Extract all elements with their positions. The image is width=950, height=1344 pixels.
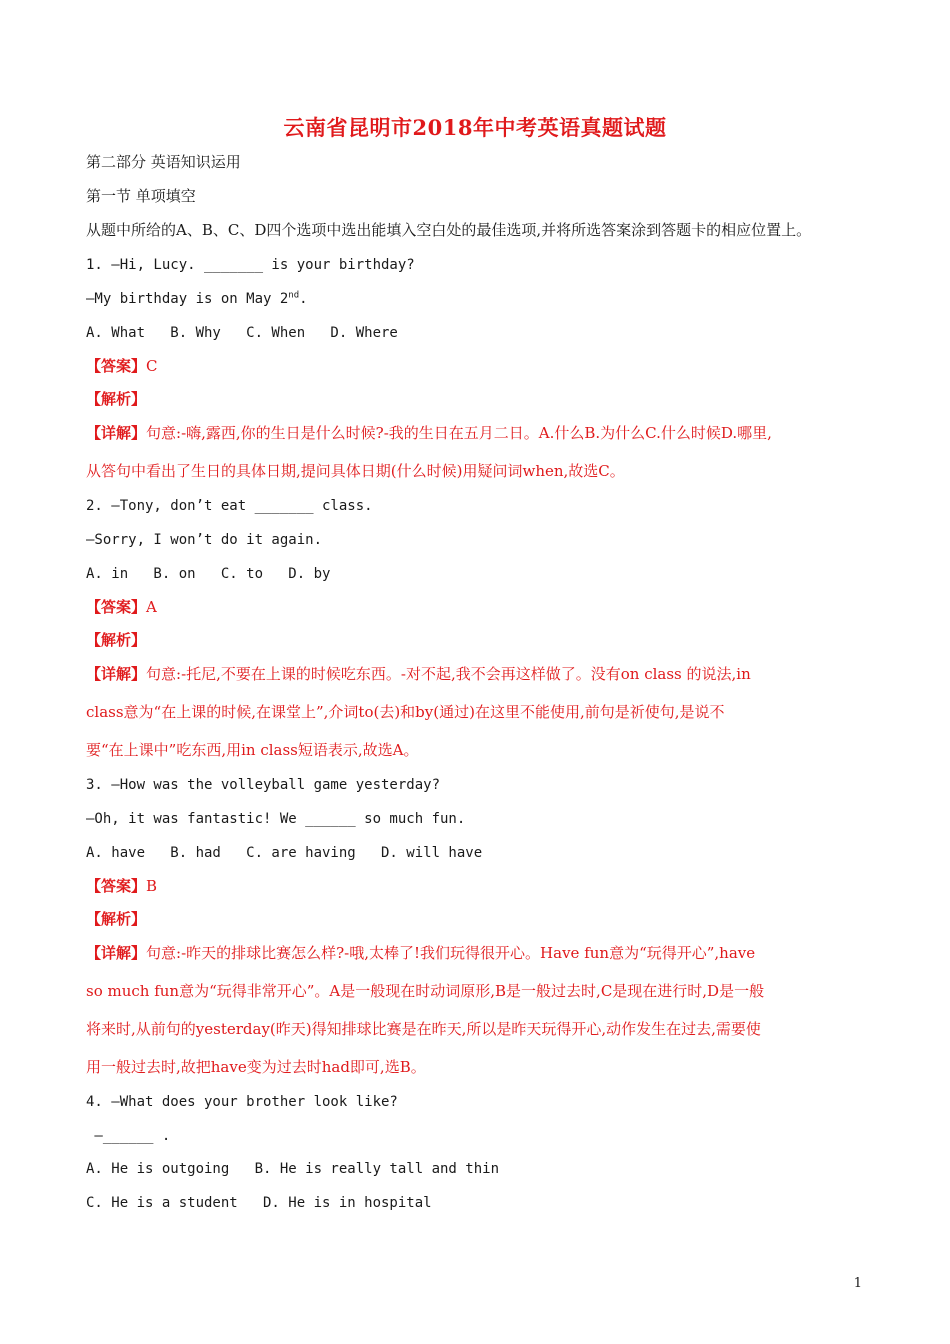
q4-options-2: C. He is a student D. He is in hospital: [86, 1195, 432, 1211]
q1-detail-1: 【详解】句意:-嗨,露西,你的生日是什么时候?-我的生日在五月二日。A.什么B.为什么C.什么时候D.哪里,: [86, 424, 772, 442]
q2-analysis-tag: 【解析】: [86, 631, 147, 649]
q2-response: —Sorry, I won’t do it again.: [86, 532, 323, 548]
q2-answer: 【答案】A: [86, 598, 157, 616]
q3-options: A. have B. had C. are having D. will have: [86, 845, 483, 861]
q2-options: A. in B. on C. to D. by: [86, 566, 331, 582]
q3-detail-2: so much fun意为“玩得非常开心”。A是一般现在时动词原形,B是一般过去时,C是现在进行时,D是一般: [86, 982, 765, 1000]
page-number: 1: [853, 1276, 862, 1291]
q1-detail-2: 从答句中看出了生日的具体日期,提问具体日期(什么时候)用疑问词when,故选C。: [86, 462, 625, 480]
q1-prompt: 1. —Hi, Lucy. _______ is your birthday?: [86, 257, 415, 273]
page-title: 云南省昆明市2018年中考英语真题试题: [283, 115, 667, 140]
q3-detail-4: 用一般过去时,故把have变为过去时had即可,选B。: [86, 1058, 426, 1076]
q1-answer: 【答案】C: [86, 357, 158, 375]
instruction: 从题中所给的A、B、C、D四个选项中选出能填入空白处的最佳选项,并将所选答案涂到答题卡的相应位置上。: [86, 221, 812, 239]
q1-options: A. What B. Why C. When D. Where: [86, 325, 398, 341]
q2-detail-1: 【详解】句意:-托尼,不要在上课的时候吃东西。-对不起,我不会再这样做了。没有on class 的说法,in: [86, 665, 751, 683]
q1-response: —My birthday is on May 2nd.: [86, 290, 308, 307]
q3-detail-1: 【详解】句意:-昨天的排球比赛怎么样?-哦,太棒了!我们玩得很开心。Have fun意为“玩得开心”,have: [86, 944, 756, 962]
q4-response: —______ .: [86, 1128, 171, 1144]
q4-prompt: 4. —What does your brother look like?: [86, 1094, 398, 1110]
q2-detail-3: 要“在上课中”吃东西,用in class短语表示,故选A。: [86, 741, 419, 759]
q3-answer: 【答案】B: [86, 877, 158, 895]
q4-options-1: A. He is outgoing B. He is really tall and thin: [86, 1161, 500, 1177]
q1-analysis-tag: 【解析】: [86, 390, 147, 408]
q2-detail-2: class意为“在上课的时候,在课堂上”,介词to(去)和by(通过)在这里不能使用,前句是祈使句,是说不: [86, 703, 725, 721]
q2-prompt: 2. —Tony, don’t eat _______ class.: [86, 498, 373, 514]
q3-response: —Oh, it was fantastic! We ______ so much fun.: [86, 811, 466, 827]
q3-analysis-tag: 【解析】: [86, 910, 147, 928]
section-heading: 第一节 单项填空: [86, 187, 196, 205]
part-heading: 第二部分 英语知识运用: [86, 153, 241, 171]
q3-detail-3: 将来时,从前句的yesterday(昨天)得知排球比赛是在昨天,所以是昨天玩得开心,动作发生在过去,需要使: [86, 1020, 761, 1038]
q3-prompt: 3. —How was the volleyball game yesterday?: [86, 777, 441, 793]
